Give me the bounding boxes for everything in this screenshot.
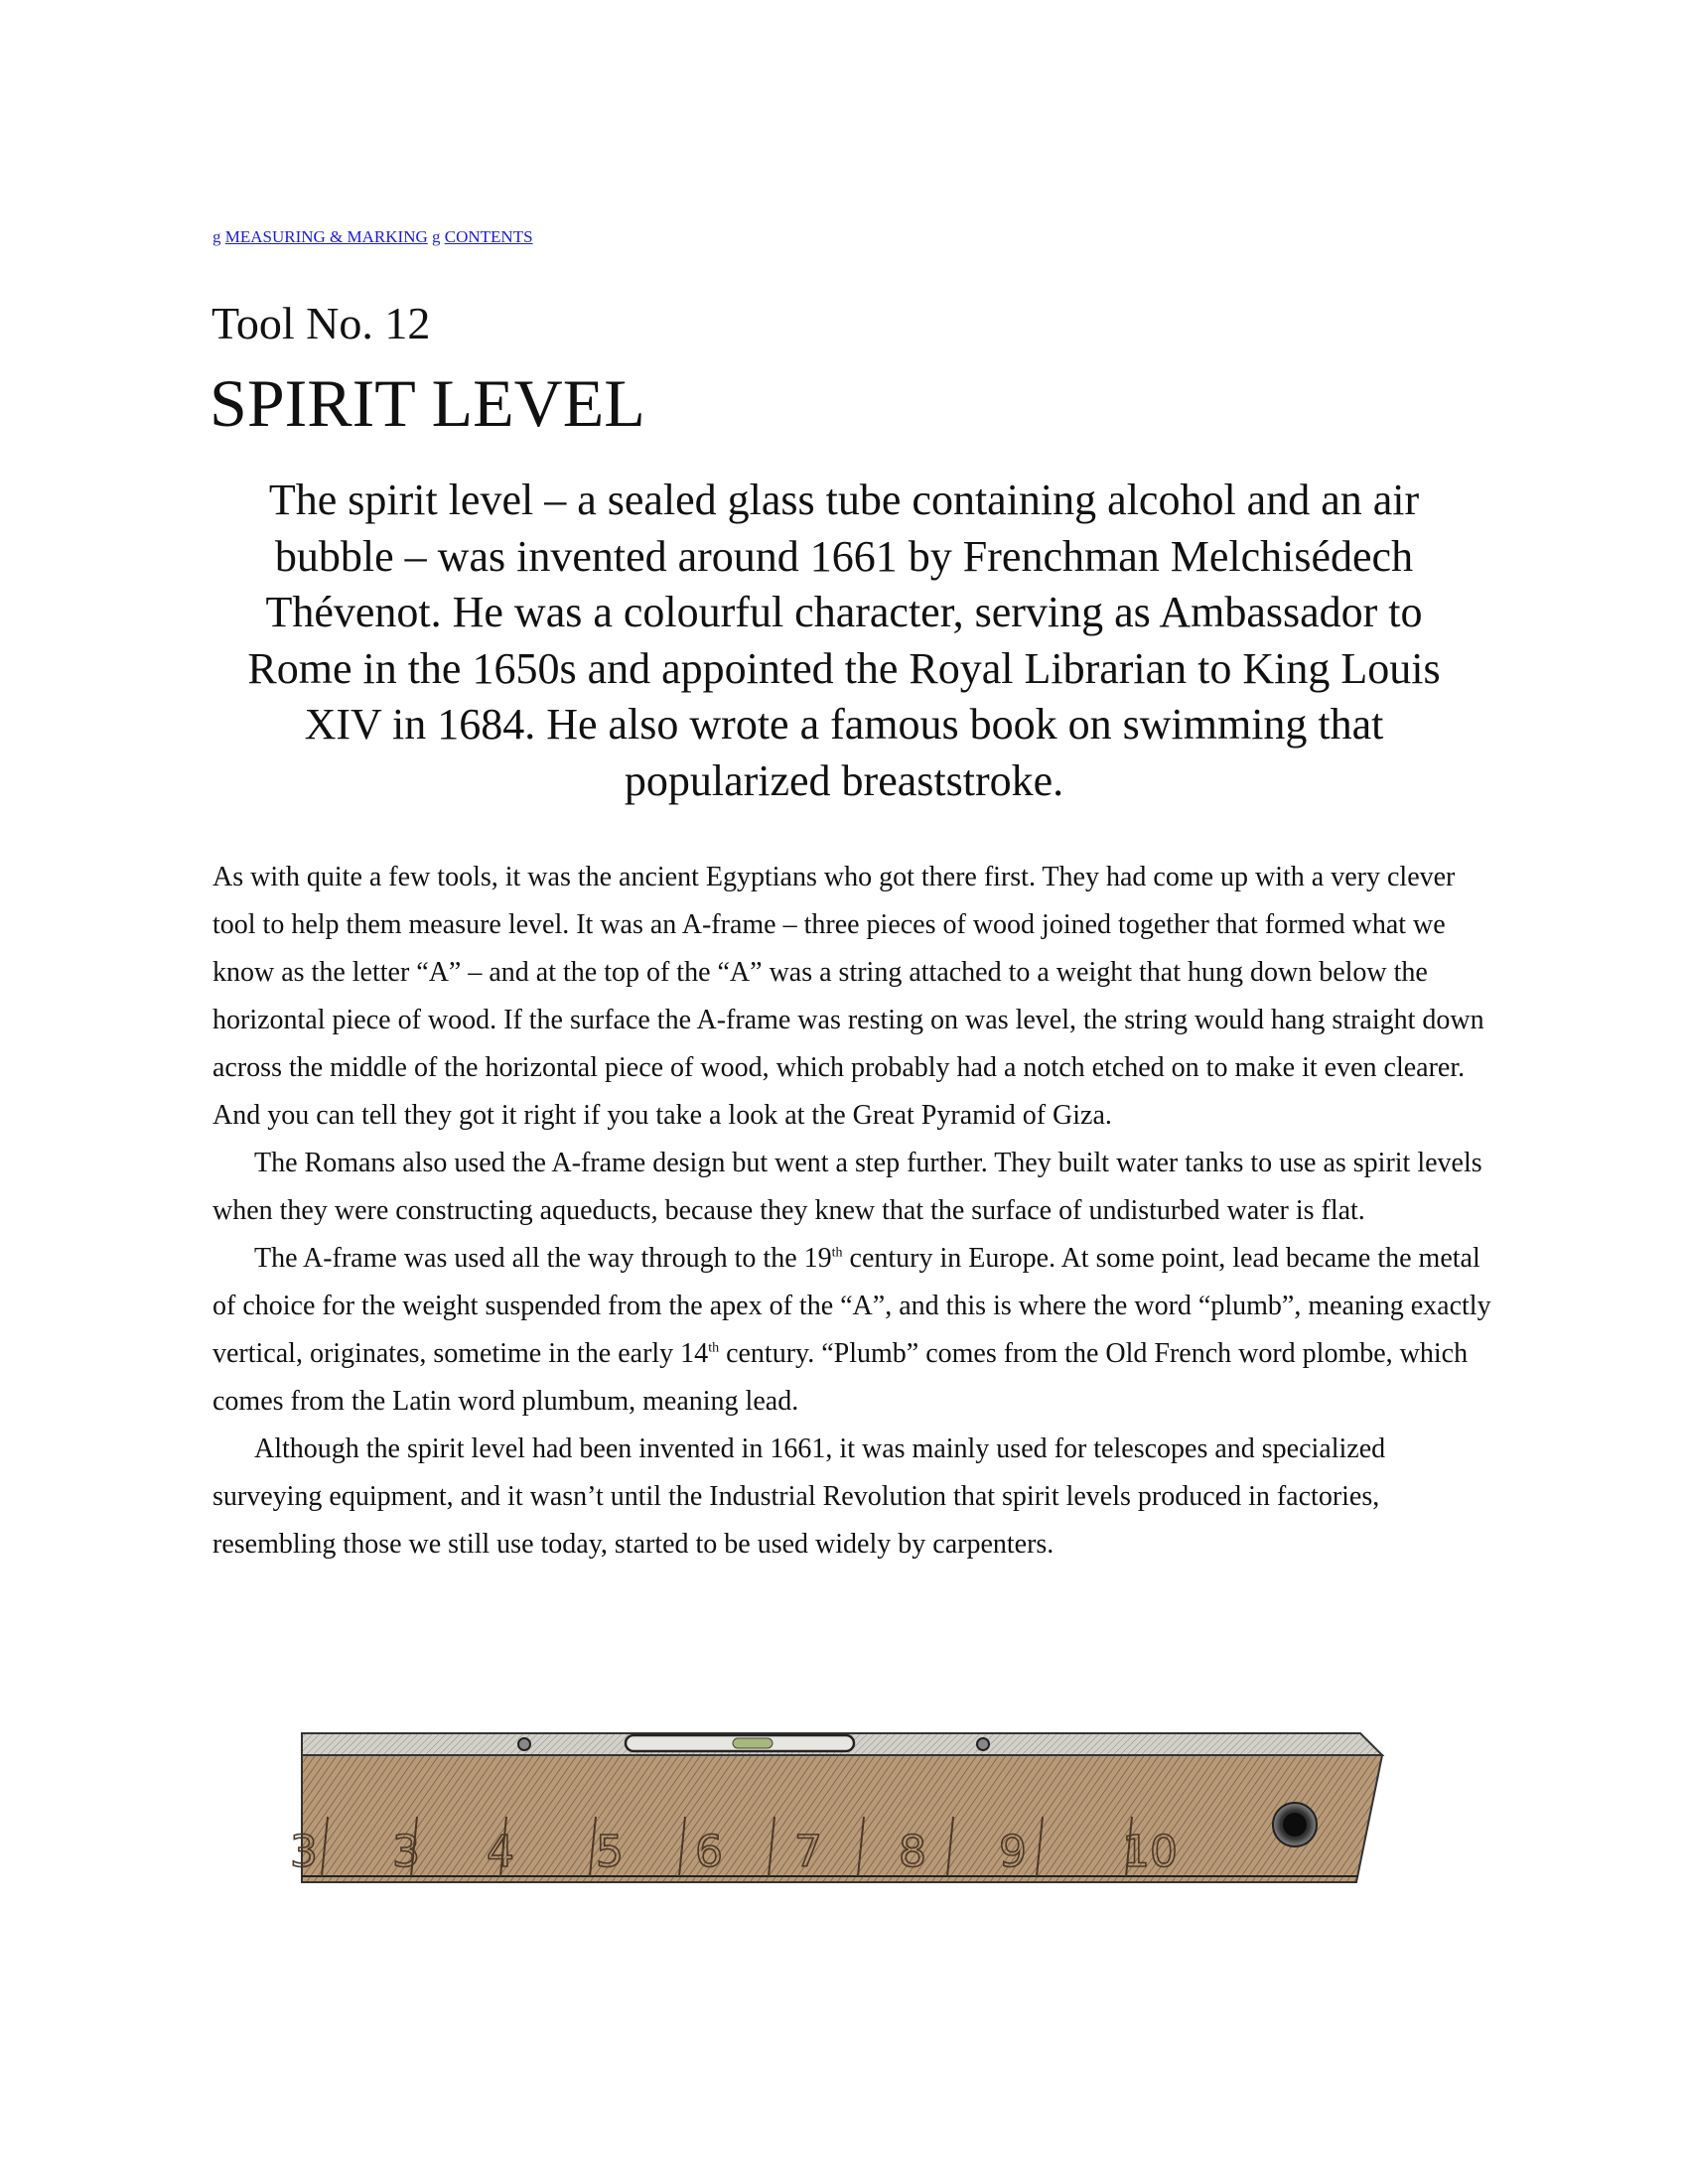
top-screw-2 bbox=[977, 1738, 989, 1750]
body-paragraph-3 bbox=[212, 1235, 1493, 1426]
spirit-level-illustration bbox=[290, 1727, 1390, 1892]
p3-superscript-1: th bbox=[831, 1245, 843, 1261]
body-paragraph-2: The Romans also used the A-frame design but went a step further. They built water tanks to use as spirit levels when they were constructing aqueducts, because they knew that the surface of undisturbed water is flat. bbox=[212, 1148, 1482, 1226]
nav-marker-1: g bbox=[212, 227, 221, 246]
navigation-links bbox=[212, 226, 533, 248]
nav-marker-2: g bbox=[432, 227, 441, 246]
ruler-number-7: 8 bbox=[899, 1827, 926, 1877]
top-screw-1 bbox=[518, 1738, 530, 1750]
intro-paragraph: The spirit level – a sealed glass tube containing alcohol and an air bubble – was invented around 1661 by Frenchman Melchisédech Thévenot. He was a colourful character, serving as Ambassador to Rome in the 1650s and appointed the Royal Librarian to King Louis XIV in 1684. He also wrote a famous book on swimming that popularized breaststroke. bbox=[247, 476, 1441, 805]
body-paragraph-4: Although the spirit level had been invented in 1661, it was mainly used for telescopes and specialized surveying equipment, and it wasn’t until the Industrial Revolution that spirit levels produced in factories, resembling those we still use today, started to be used widely by carpenters. bbox=[212, 1433, 1386, 1560]
ruler-number-8: 9 bbox=[999, 1827, 1027, 1877]
spirit-level-drawing bbox=[290, 1727, 1390, 1892]
ruler-number-4: 5 bbox=[596, 1827, 624, 1877]
ruler-number-1: 3 bbox=[290, 1827, 318, 1877]
p3-text-a: The A-frame was used all the way through to the 19 bbox=[254, 1243, 832, 1274]
p3-text-b: century in Europe. At some point, lead became the metal of choice for the weight suspended from the apex of the “A”, and this is where the word “plumb”, meaning exactly vertical, originates, sometime in the early 14 bbox=[212, 1243, 1491, 1369]
level-wood-face bbox=[302, 1755, 1382, 1882]
body-text bbox=[212, 854, 1493, 1569]
tool-number-heading: Tool No. 12 bbox=[211, 298, 431, 348]
ruler-number-9: 10 bbox=[1122, 1827, 1178, 1877]
p3-superscript-2: th bbox=[708, 1340, 720, 1356]
level-bubble bbox=[733, 1738, 773, 1748]
contents-link[interactable]: CONTENTS bbox=[444, 227, 533, 246]
body-paragraph-1: As with quite a few tools, it was the ancient Egyptians who got there first. They had come up with a very clever tool to help them measure level. It was an A-frame – three pieces of wood joined together that formed what we know as the letter “A” – and at the top of the “A” was a string attached to a weight that hung down below the horizontal piece of wood. If the surface the A-frame was resting on was level, the string would hang straight down across the middle of the horizontal piece of wood, which probably had a notch etched on to make it even clearer. And you can tell they got it right if you take a look at the Great Pyramid of Giza. bbox=[212, 862, 1484, 1131]
ruler-number-5: 6 bbox=[695, 1827, 723, 1877]
p3-text-c: century. “Plumb” comes from the Old French word plombe, which comes from the Latin word plumbum, meaning lead. bbox=[212, 1338, 1469, 1417]
measuring-marking-link[interactable]: MEASURING & MARKING bbox=[224, 227, 428, 246]
ruler-number-3: 4 bbox=[487, 1827, 514, 1877]
ruler-number-6: 7 bbox=[794, 1827, 822, 1877]
page-title: SPIRIT LEVEL bbox=[210, 365, 645, 441]
ruler-number-2: 3 bbox=[392, 1827, 420, 1877]
